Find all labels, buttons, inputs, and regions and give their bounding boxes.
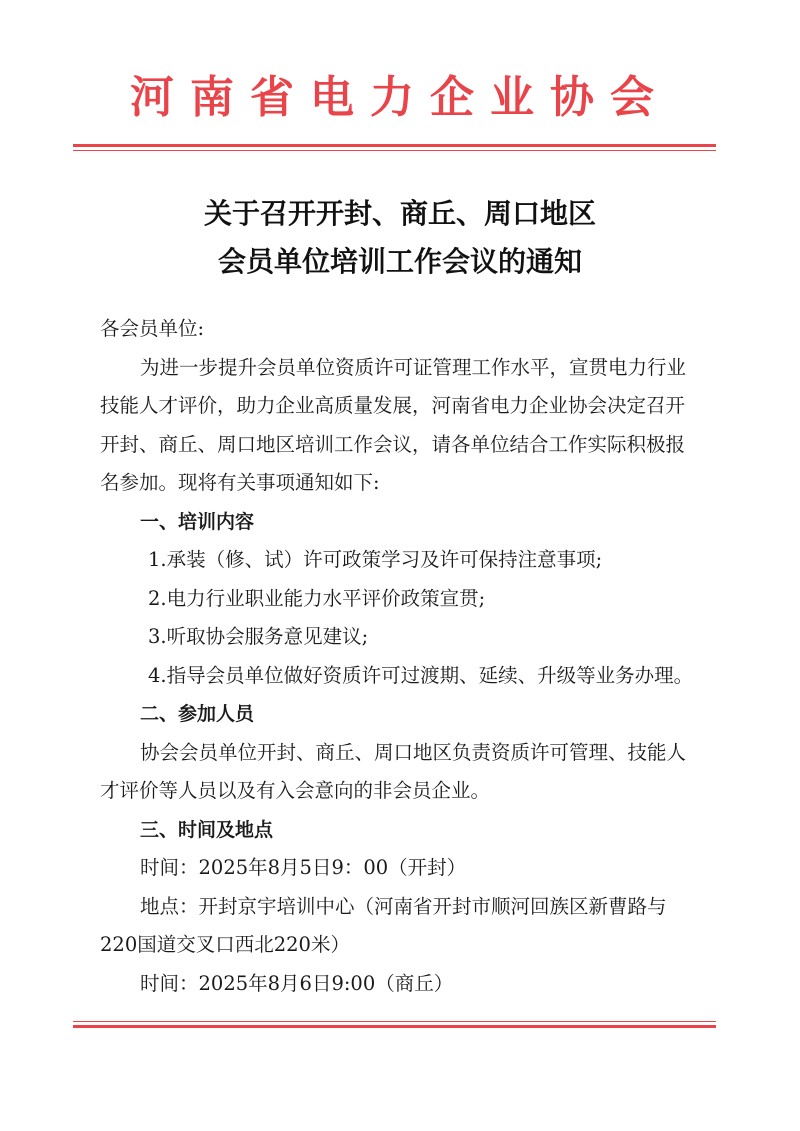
title-line-1: 关于召开开封、商丘、周口地区 (203, 197, 596, 230)
list-item: 2.电力行业职业能力水平评价政策宣贯; (148, 586, 486, 610)
org-letterhead: 河南省电力企业协会 (130, 72, 670, 123)
list-item: 3.听取协会服务意见建议; (148, 625, 369, 648)
divider-thin-line (73, 1021, 716, 1022)
participants-paragraph: 协会会员单位开封、商丘、周口地区负责资质许可管理、技能人才评价等人员以及有入会意向的非会员企业。 (100, 740, 687, 802)
footer-divider (73, 1021, 716, 1028)
list-item: 1.承装（修、试）许可政策学习及许可保持注意事项; (148, 548, 603, 571)
list-item: 4.指导会员单位做好资质许可过渡期、延续、升级等业务办理。 (148, 663, 694, 687)
section-heading-participants: 二、参加人员 (140, 703, 255, 725)
title-line-2: 会员单位培训工作会议的通知 (217, 245, 582, 278)
divider-thick-line (73, 144, 716, 147)
place-entry-kaifeng: 地点：开封京宇培训中心（河南省开封市顺河回族区新曹路与220国道交叉口西北220米） (100, 894, 667, 956)
salutation: 各会员单位: (100, 317, 205, 340)
document-title (0, 190, 800, 286)
time-entry-kaifeng: 时间：2025年8月5日9：00（开封） (140, 856, 467, 879)
letterhead-divider-top (73, 144, 716, 151)
divider-thin-line (73, 150, 716, 151)
document-body (100, 310, 700, 1003)
section-heading-training-content: 一、培训内容 (140, 510, 255, 533)
section-heading-time-place: 三、时间及地点 (140, 818, 274, 841)
divider-thick-line (73, 1025, 716, 1028)
intro-paragraph: 为进一步提升会员单位资质许可证管理工作水平，宣贯电力行业技能人才评价，助力企业高质量发展，河南省电力企业协会决定召开开封、商丘、周口地区培训工作会议，请各单位结合工作实际积极报名参加。现将有关事项通知如下: (100, 355, 687, 494)
time-entry-shangqiu: 时间：2025年8月6日9:00（商丘） (140, 971, 454, 995)
